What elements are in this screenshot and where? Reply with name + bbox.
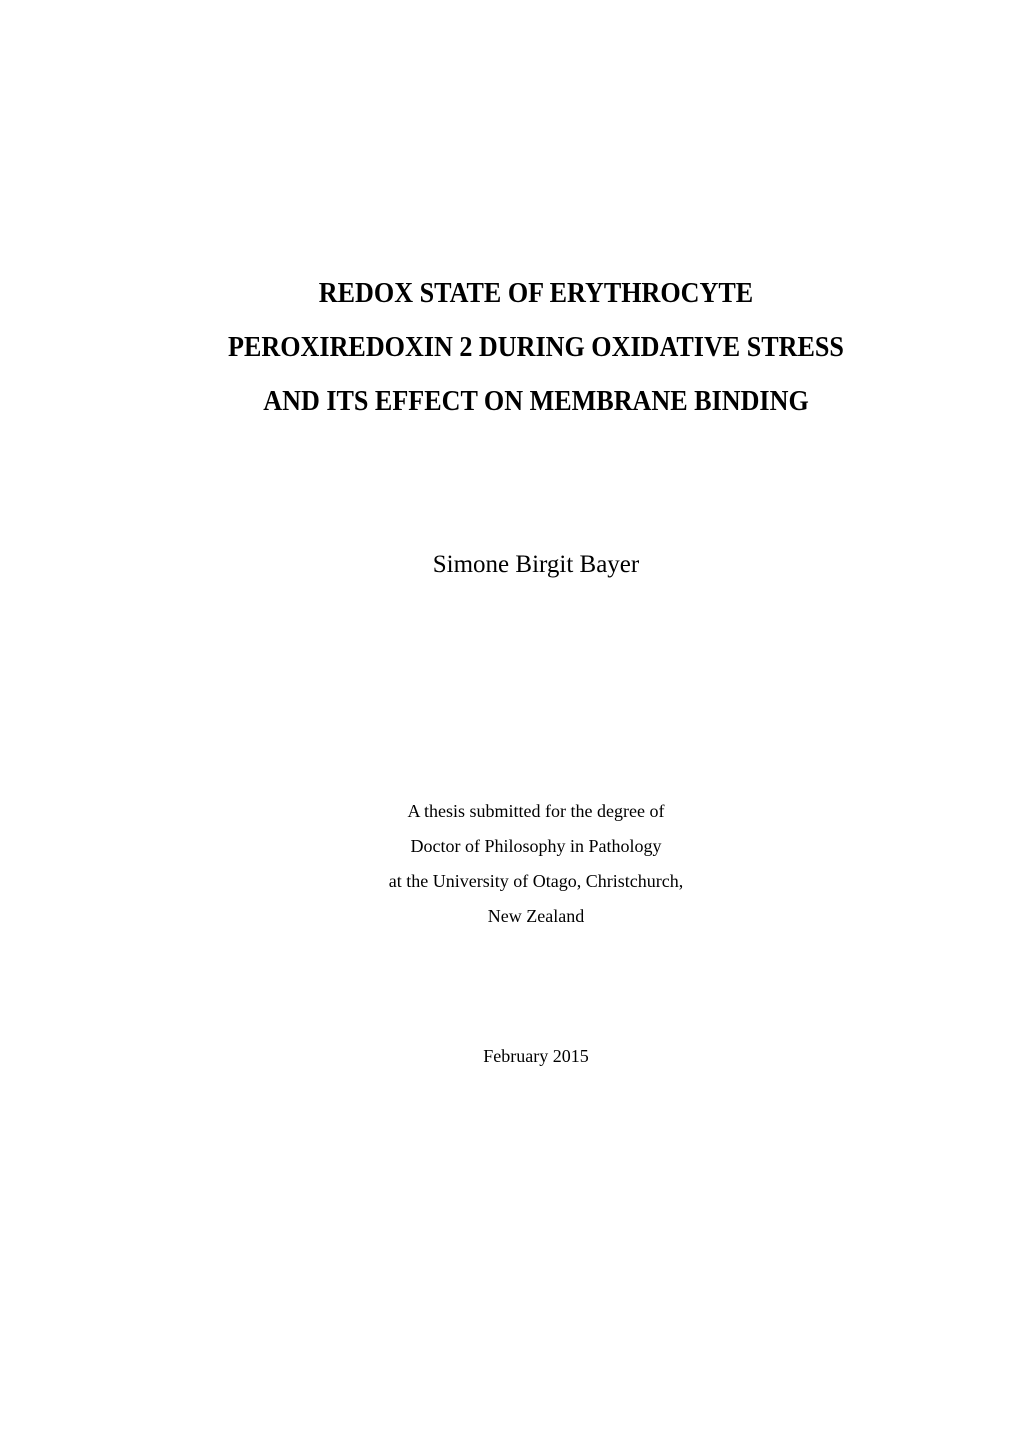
degree-statement — [0, 794, 1020, 934]
statement-line-1: A thesis submitted for the degree of — [407, 801, 665, 821]
title-line-1: REDOX STATE OF ERYTHROCYTE — [318, 277, 754, 309]
author-name: Simone Birgit Bayer — [432, 551, 640, 578]
statement-line-4: New Zealand — [487, 906, 585, 926]
title-line-3: AND ITS EFFECT ON MEMBRANE BINDING — [263, 385, 809, 417]
statement-line-3: at the University of Otago, Christchurch, — [388, 871, 684, 891]
title-line-2: PEROXIREDOXIN 2 DURING OXIDATIVE STRESS — [228, 331, 844, 363]
submission-date: February 2015 — [483, 1046, 589, 1066]
thesis-title — [0, 266, 1020, 428]
statement-line-2: Doctor of Philosophy in Pathology — [410, 836, 662, 856]
